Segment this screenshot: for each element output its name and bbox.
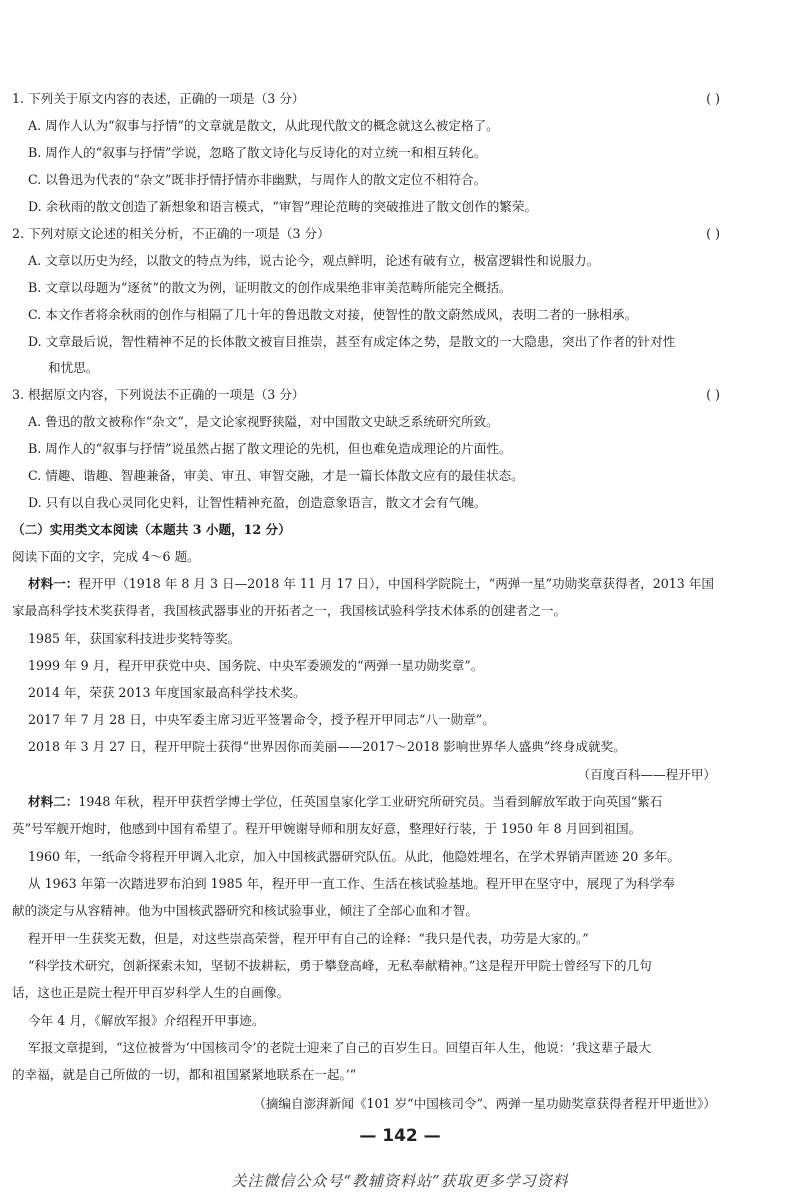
- question-2-answer-blank: ( ): [706, 226, 720, 241]
- question-3-option-a: A. 鲁迅的散文被称作“杂文”，是文论家视野狭隘，对中国散文史缺乏系统研究所致。: [28, 414, 499, 429]
- material-2-line-3: 1960 年，一纸命令将程开甲调入北京，加入中国核武器研究队伍。从此，他隐姓埋名，在学术界销声匿迹 20 多年。: [28, 849, 680, 864]
- question-3-answer-blank: ( ): [706, 387, 720, 402]
- question-1-option-c: C. 以鲁迅为代表的“杂文”既非抒情抒情亦非幽默，与周作人的散文定位不相符合。: [28, 172, 487, 187]
- material-1-line-1: 程开甲（1918 年 8 月 3 日—2018 年 11 月 17 日），中国科学院院士，“两弹一星”功勋奖章获得者，2013 年国: [78, 576, 714, 591]
- material-1-para-1: [28, 575, 714, 593]
- question-2-option-c: C. 本文作者将余秋雨的创作与相隔了几十年的鲁迅散文对接，使智性的散文蔚然成风，表明二者的一脉相承。: [28, 307, 638, 322]
- material-2-para-1: [28, 793, 662, 811]
- question-2-option-d-continued: 和忧思。: [48, 360, 99, 375]
- material-2-line-6: 程开甲一生获奖无数，但是，对这些崇高荣誉，程开甲有自己的诠释：“我只是代表，功劳是大家的。”: [28, 931, 589, 946]
- question-2-option-d: D. 文章最后说，智性精神不足的长体散文被盲目推崇，甚至有成定体之势，是散文的一大隐患，突出了作者的针对性: [28, 334, 676, 349]
- material-1-source: （百度百科——程开甲）: [577, 767, 716, 782]
- question-1-option-d: D. 余秋雨的散文创造了新想象和语言模式，“审智”理论范畴的突破推进了散文创作的繁荣。: [28, 199, 538, 214]
- footer-note: 关注微信公众号“教辅资料站”获取更多学习资料: [231, 1172, 569, 1190]
- material-1-line-2: 家最高科学技术奖获得者，我国核武器事业的开拓者之一，我国核试验科学技术体系的创建者之一。: [12, 603, 567, 618]
- question-1-answer-blank: ( ): [706, 91, 720, 106]
- question-1-stem: 1. 下列关于原文内容的表述，正确的一项是（3 分）: [12, 91, 305, 106]
- material-2-line-5: 献的淡定与从容精神。他为中国核武器研究和核试验事业，倾注了全部心血和才智。: [12, 903, 478, 918]
- page-number: — 142 —: [359, 1126, 441, 1146]
- material-2-line-11: 的幸福，就是自己所做的一切，都和祖国紧紧地联系在一起。’”: [12, 1067, 357, 1082]
- material-1-line-6: 2017 年 7 月 28 日，中央军委主席习近平签署命令，授予程开甲同志“八一勋章”。: [28, 712, 495, 727]
- section-instruction: 阅读下面的文字，完成 4～6 题。: [12, 549, 200, 564]
- question-1-option-b: B. 周作人的“叙事与抒情”学说，忽略了散文诗化与反诗化的对立统一和相互转化。: [28, 145, 487, 160]
- material-1-line-4: 1999 年 9 月，程开甲获党中央、国务院、中央军委颁发的“两弹一星功勋奖章”。: [28, 658, 484, 673]
- question-2-option-a: A. 文章以历史为经，以散文的特点为纬，说古论今，观点鲜明，论述有破有立，极富逻辑性和说服力。: [28, 253, 600, 268]
- question-3-option-b: B. 周作人的“叙事与抒情”说虽然占据了散文理论的先机，但也难免造成理论的片面性。: [28, 441, 512, 456]
- material-2-source: （摘编自澎湃新闻《101 岁“中国核司令”、两弹一星功勋奖章获得者程开甲逝世》）: [253, 1096, 716, 1111]
- material-2-line-8: 话，这也正是院士程开甲百岁科学人生的自画像。: [12, 985, 290, 1000]
- question-1-option-a: A. 周作人认为“叙事与抒情”的文章就是散文，从此现代散文的概念就这么被定格了。: [28, 118, 499, 133]
- question-2-stem: 2. 下列对原文论述的相关分析，不正确的一项是（3 分）: [12, 226, 330, 241]
- material-2-line-10: 军报文章提到，“这位被誉为‘中国核司令’的老院士迎来了自己的百岁生日。回望百年人生，他说：‘我这辈子最大: [28, 1040, 651, 1055]
- material-2-line-9: 今年 4 月，《解放军报》介绍程开甲事迹。: [28, 1013, 265, 1028]
- material-2-line-2: 英”号军舰开炮时，他感到中国有希望了。程开甲婉谢导师和朋友好意，整理好行装，于 1950 年 8 月回到祖国。: [12, 821, 642, 836]
- material-1-label: 材料一：: [28, 576, 79, 591]
- material-2-label: 材料二：: [28, 794, 79, 809]
- material-1-line-7: 2018 年 3 月 27 日，程开甲院士获得“世界因你而美丽——2017～2018 影响世界华人盛典”终身成就奖。: [28, 739, 626, 754]
- question-3-stem: 3. 根据原文内容，下列说法不正确的一项是（3 分）: [12, 387, 305, 402]
- material-2-line-7: “科学技术研究，创新探索未知，坚韧不拔耕耘，勇于攀登高峰，无私奉献精神。”这是程开甲院士曾经写下的几句: [28, 958, 652, 973]
- question-3-option-c: C. 情趣、谐趣、智趣兼备，审美、审丑、审智交融，才是一篇长体散文应有的最佳状态。: [28, 468, 524, 483]
- question-3-option-d: D. 只有以自我心灵同化史料，让智性精神充盈，创造意象语言，散文才会有气魄。: [28, 495, 487, 510]
- material-2-line-4: 从 1963 年第一次踏进罗布泊到 1985 年，程开甲一直工作、生活在核试验基地。程开甲在坚守中，展现了为科学奉: [28, 876, 675, 891]
- section-title: （二）实用类文本阅读（本题共 3 小题，12 分）: [12, 522, 291, 537]
- material-1-line-5: 2014 年，荣获 2013 年度国家最高科学技术奖。: [28, 685, 306, 700]
- material-1-line-3: 1985 年，获国家科技进步奖特等奖。: [28, 631, 241, 646]
- material-2-line-1: 1948 年秋，程开甲获哲学博士学位，任英国皇家化学工业研究所研究员。当看到解放军敢于向英国“紫石: [78, 794, 663, 809]
- question-2-option-b: B. 文章以母题为“逐贫”的散文为例，证明散文的创作成果绝非审美范畴所能完全概括。: [28, 280, 512, 295]
